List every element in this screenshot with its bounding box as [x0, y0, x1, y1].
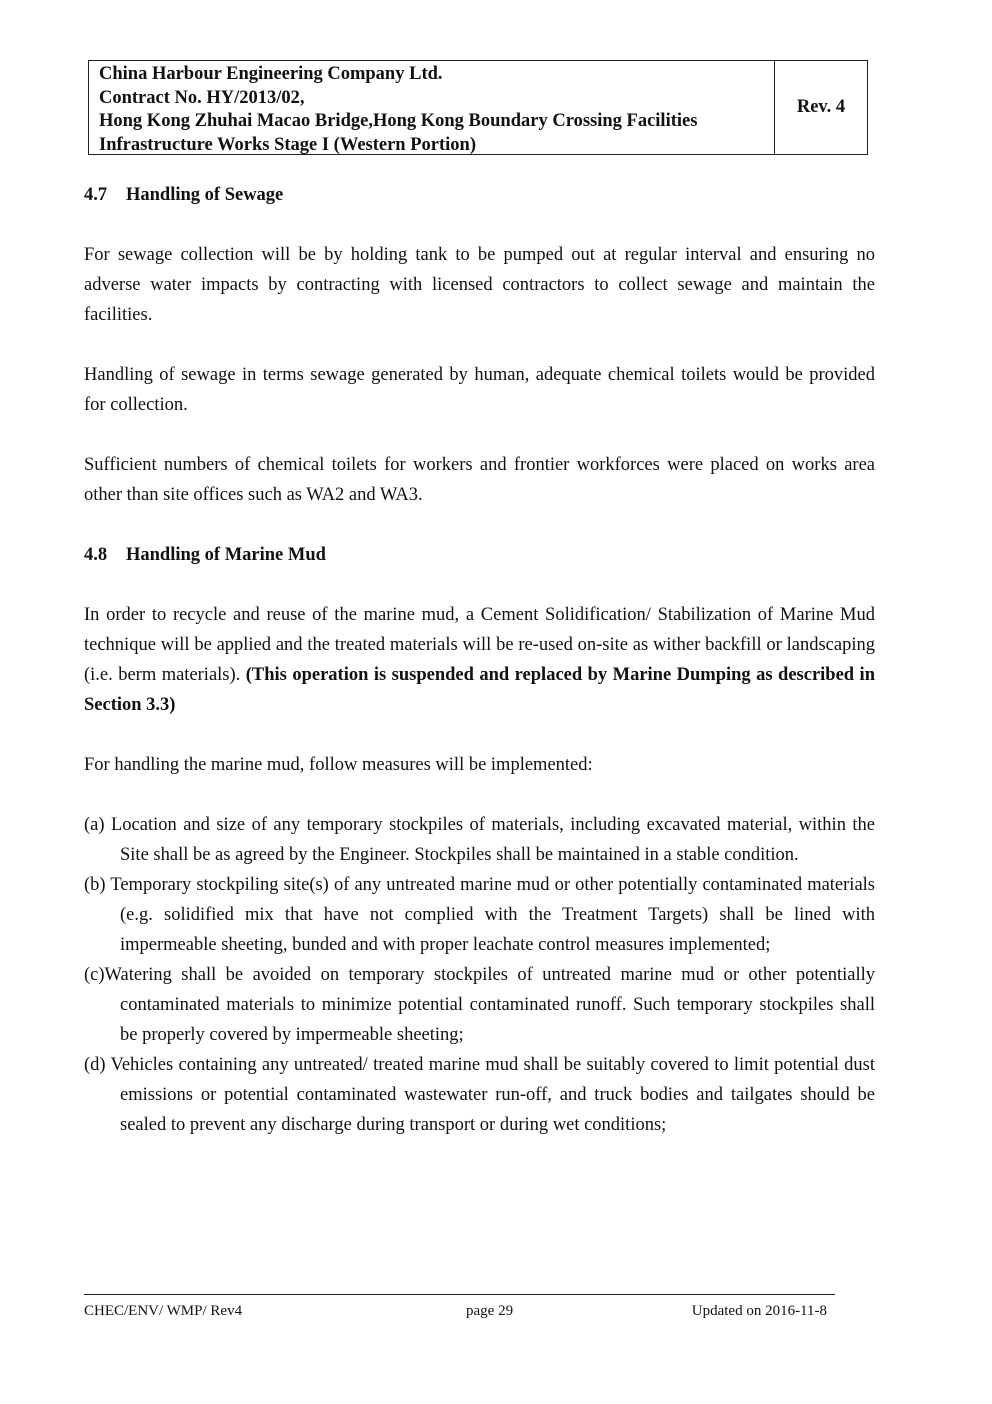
revision-cell: [775, 61, 867, 154]
section-number: 4.7: [84, 185, 108, 205]
list-item: (c)Watering shall be avoided on temporary stockpiles of untreated marine mud or other potentially contaminated materials to minimize potential contaminated runoff. Such temporary stockpiles shall be properly covered by impermeable sheeting;: [84, 965, 875, 1045]
paragraph-text: In order to recycle and reuse of the marine mud, a Cement Solidification/ Stabilization of Marine Mud technique will be applied and the treated materials will be re-used on-site as wither backfill or landscaping (i.e. berm materials).: [84, 605, 875, 685]
revision-label: Rev. 4: [796, 97, 846, 117]
suspension-note: (This operation is suspended and replaced by Marine Dumping as described in Section 3.3): [84, 665, 875, 715]
measures-list: [84, 810, 875, 1140]
section-title: Handling of Sewage: [126, 185, 284, 205]
section-heading-4-8: [84, 540, 875, 570]
document-header: [88, 60, 868, 155]
section-title: Handling of Marine Mud: [126, 545, 326, 565]
list-item: (a) Location and size of any temporary stockpiles of materials, including excavated material, within the Site shall be as agreed by the Engineer. Stockpiles shall be maintained in a stable condition.: [84, 815, 875, 865]
section-number: 4.8: [84, 545, 108, 565]
paragraph: For sewage collection will be by holding tank to be pumped out at regular interval and ensuring no adverse water impacts by contracting with licensed contractors to collect sewage and maintain the facilities.: [84, 245, 875, 325]
doc-reference: CHEC/ENV/ WMP/ Rev4: [84, 1303, 243, 1319]
updated-date: Updated on 2016-11-8: [691, 1303, 827, 1319]
header-info: [89, 61, 775, 154]
paragraph: Sufficient numbers of chemical toilets for workers and frontier workforces were placed on works area other than site offices such as WA2 and WA3.: [84, 455, 875, 505]
paragraph: For handling the marine mud, follow measures will be implemented:: [84, 755, 593, 775]
project-title: Hong Kong Zhuhai Macao Bridge,Hong Kong Boundary Crossing Facilities: [99, 111, 698, 131]
contract-number: Contract No. HY/2013/02,: [99, 87, 305, 108]
footer-divider: [84, 1294, 835, 1295]
project-subtitle: Infrastructure Works Stage I (Western Portion): [99, 134, 476, 155]
page-body: [84, 180, 875, 1140]
section-heading-4-7: [84, 180, 875, 210]
list-item: (d) Vehicles containing any untreated/ treated marine mud shall be suitably covered to limit potential dust emissions or potential contaminated wastewater run-off, and truck bodies and tailgates should be sealed to prevent any discharge during transport or during wet conditions;: [84, 1055, 875, 1135]
paragraph: Handling of sewage in terms sewage generated by human, adequate chemical toilets would be provided for collection.: [84, 365, 875, 415]
paragraph: [84, 600, 875, 720]
company-name: China Harbour Engineering Company Ltd.: [99, 64, 443, 84]
list-item: (b) Temporary stockpiling site(s) of any untreated marine mud or other potentially contaminated materials (e.g. solidified mix that have not complied with the Treatment Targets) shall be lined with impermeable sheeting, bunded and with proper leachate control measures implemented;: [84, 875, 875, 955]
page-number: page 29: [466, 1303, 514, 1319]
